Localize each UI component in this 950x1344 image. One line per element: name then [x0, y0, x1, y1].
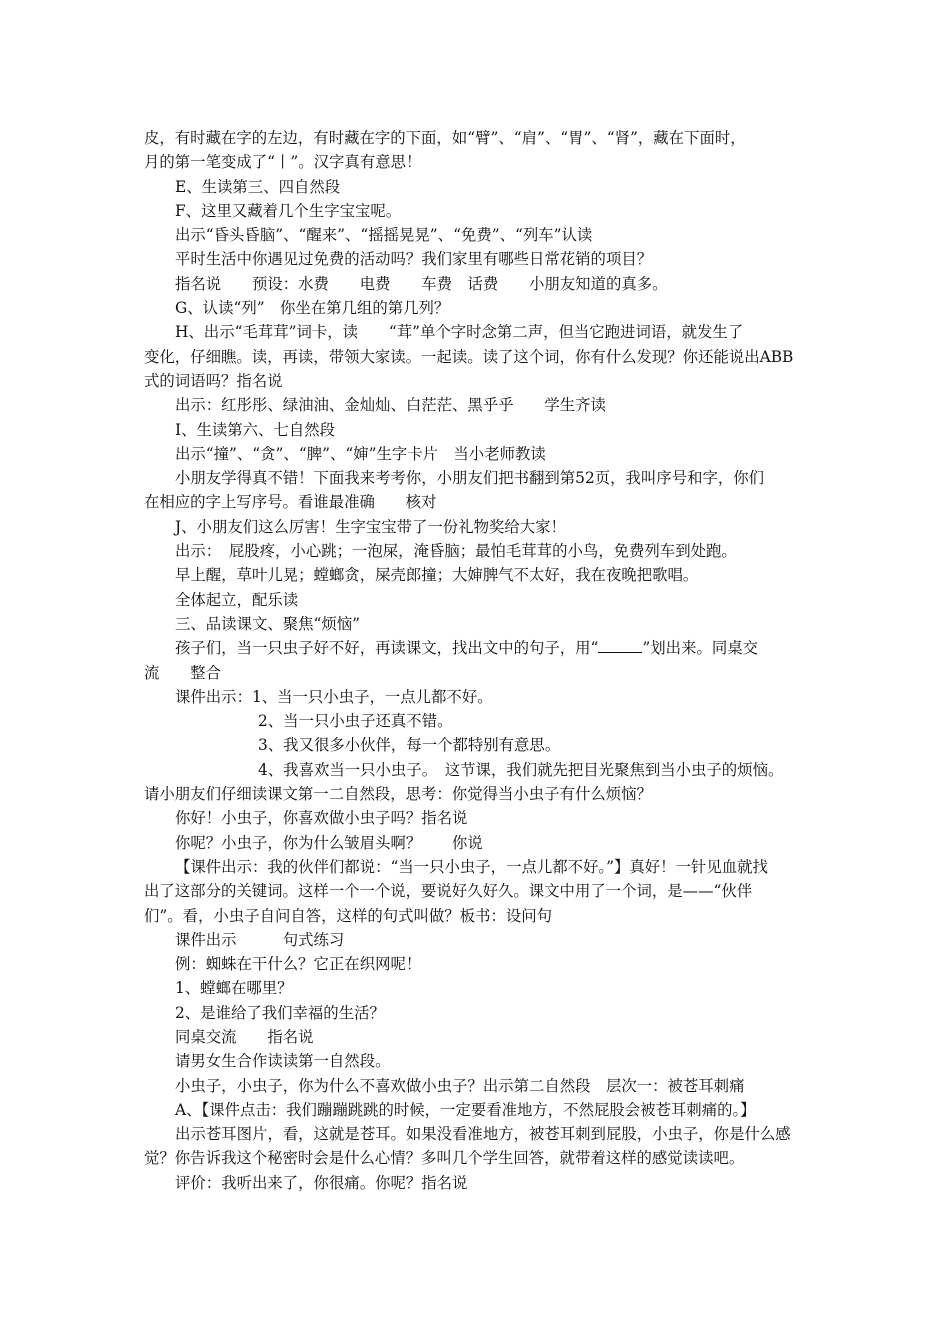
text-line: 1、螳螂在哪里？: [175, 979, 293, 998]
text-line: 请男女生合作读读第一自然段。: [175, 1052, 391, 1071]
text-line: 们”。看，小虫子自问自答，这样的句式叫做？板书：设问句: [144, 906, 553, 925]
text-line: F、这里又藏着几个生字宝宝呢。: [175, 201, 402, 220]
text-line: 出示“昏头昏脑”、“醒来”、“摇摇晃晃”、“免费”、“列车”认读: [175, 226, 593, 245]
text-line: J、小朋友们这么厉害！生字宝宝带了一份礼物奖给大家！: [175, 517, 566, 536]
text-line: 小虫子，小虫子，你为什么不喜欢做小虫子？出示第二自然段 层次一：被苍耳刺痛: [175, 1076, 745, 1095]
text-line: G、认读“列” 你坐在第几组的第几列？: [175, 299, 450, 318]
document-body: [144, 126, 812, 1195]
text-line: 全体起立，配乐读: [175, 590, 299, 609]
text-line: 2、是谁给了我们幸福的生活？: [175, 1003, 385, 1022]
text-line: 评价：我听出来了，你很痛。你呢？指名说: [175, 1173, 468, 1192]
text-line: 同桌交流 指名说: [175, 1027, 314, 1046]
text-line: 在相应的字上写序号。看谁最准确 核对: [144, 493, 437, 512]
text-line: 4、我喜欢当一只小虫子。 这节课，我们就先把目光聚焦到当小虫子的烦恼。: [258, 760, 784, 779]
text-line: 2、当一只小虫子还真不错。: [258, 712, 453, 731]
text-line: 出示：红彤彤、绿油油、金灿灿、白茫茫、黑乎乎 学生齐读: [175, 396, 606, 415]
text-line: 三、品读课文、聚焦“烦恼”: [175, 614, 361, 633]
text-line: 课件出示：1、当一只小虫子，一点儿都不好。: [175, 687, 493, 706]
fill-in-blank: [598, 638, 642, 653]
text-line: 出示苍耳图片，看，这就是苍耳。如果没看准地方，被苍耳刺到屁股，小虫子，你是什么感: [175, 1125, 791, 1144]
text-line: 小朋友学得真不错！下面我来考考你，小朋友们把书翻到第52页，我叫序号和字，你们: [175, 469, 765, 488]
text-line: 变化，仔细瞧。读，再读，带领大家读。一起读。读了这个词，你有什么发现？你还能说出ABB: [144, 347, 794, 366]
text-line: A、【课件点击：我们蹦蹦跳跳的时候，一定要看准地方，不然屁股会被苍耳刺痛的。】: [175, 1100, 756, 1119]
text-line: 出示： 屁股疼，小心跳；一泡屎，淹昏脑；最怕毛茸茸的小鸟，免费列车到处跑。: [175, 542, 737, 561]
text-line: 你好！小虫子，你喜欢做小虫子吗？指名说: [175, 809, 468, 828]
text-line: 皮，有时藏在字的左边，有时藏在字的下面，如“臂”、“肩”、“胃”、“肾”，藏在下面时，: [144, 129, 746, 147]
text-line: 请小朋友们仔细读课文第一二自然段，思考：你觉得当小虫子有什么烦恼？: [144, 785, 652, 804]
text-line: 出了这部分的关键词。这样一个一个说，要说好久好久。课文中用了一个词，是——“伙伴: [144, 882, 753, 901]
text-line: 指名说 预设：水费 电费 车费 话费 小朋友知道的真多。: [175, 274, 668, 293]
text-line: H、出示“毛茸茸”词卡，读 “茸”单个字时念第二声，但当它跑进词语，就发生了: [175, 323, 744, 342]
text-line: 月的第一笔变成了“丨”。汉字真有意思！: [144, 153, 422, 172]
text-line: 觉？你告诉我这个秘密时会是什么心情？多叫几个学生回答，就带着这样的感觉读读吧。: [144, 1149, 745, 1168]
text-segment: ”划出来。同桌交: [642, 639, 759, 658]
text-line: 早上醒，草叶儿晃；螳螂贪，屎壳郎撞；大婶脾气不太好，我在夜晚把歌唱。: [175, 566, 699, 585]
text-line: 流 整合: [144, 663, 221, 682]
text-line: 你呢？小虫子，你为什么皱眉头啊？ 你说: [175, 833, 483, 852]
text-line: I、生读第六、七自然段: [175, 420, 335, 439]
text-line: 出示“撞”、“贪”、“脾”、“婶”生字卡片 当小老师教读: [175, 444, 546, 463]
text-line: 式的词语吗？指名说: [144, 371, 283, 390]
text-line: E、生读第三、四自然段: [175, 177, 341, 196]
text-line: 【课件出示：我的伙伴们都说：“当一只小虫子，一点儿都不好。”】真好！一针见血就找: [175, 857, 768, 876]
text-line: 例：蜘蛛在干什么？它正在织网呢！: [175, 955, 422, 974]
text-line: 3、我又很多小伙伴，每一个都特别有意思。: [258, 736, 561, 755]
text-segment: 孩子们，当一只虫子好不好，再读课文，找出文中的句子，用“: [175, 639, 599, 658]
text-line: [144, 636, 812, 660]
text-line: 平时生活中你遇见过免费的活动吗？我们家里有哪些日常花销的项目？: [175, 250, 653, 269]
text-line: 课件出示 句式练习: [175, 930, 345, 949]
